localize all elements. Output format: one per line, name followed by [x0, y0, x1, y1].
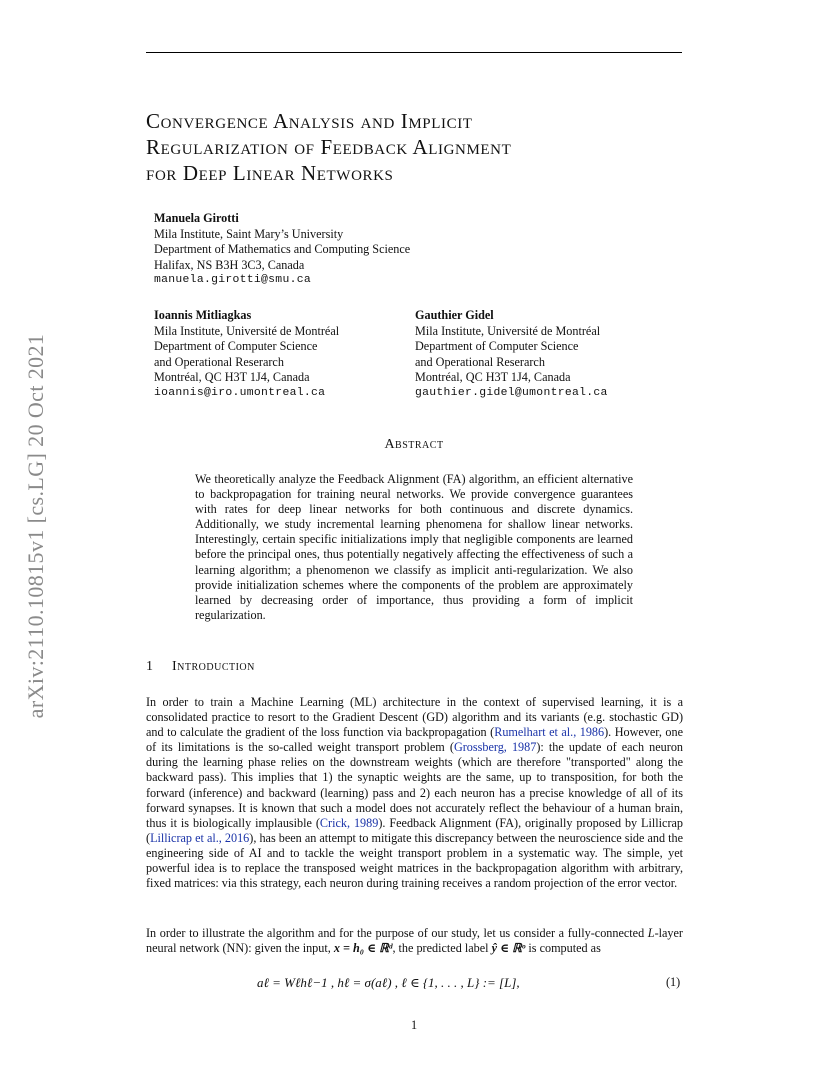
author-block-2	[154, 308, 339, 401]
citation-link[interactable]: Crick, 1989	[319, 815, 379, 830]
author-email[interactable]: manuela.girotti@smu.ca	[154, 274, 311, 286]
text-run: -layer neural network (NN): given the input,	[146, 926, 683, 956]
section-heading-introduction	[146, 659, 255, 675]
author-affiliation: Mila Institute, Saint Mary’s University	[154, 226, 344, 241]
text-run: is computed as	[525, 941, 601, 956]
text-run: ): the update of each neuron during the learning phase relies on the downstream weights (which are therefore "transported" along the backward pass). This implies that 1) the synaptic weights are the same, up to transposition, for both the forward (inference) and backward (learning) pass and 2) each neuron has a precise knowledge of all of its forward synapses. It is known that such a model does not accurately reflect the behaviour of a human brain, thus it is biologically implausible (	[146, 740, 684, 830]
section-number: 1	[146, 659, 154, 674]
citation-link[interactable]: Lillicrap et al., 2016	[150, 830, 250, 845]
math-inline: x = h₀ ∈ ℝᵈ	[333, 941, 393, 956]
text-run: ). Feedback Alignment (FA), originally proposed by Lillicrap (	[146, 815, 684, 845]
citation-link[interactable]: Rumelhart et al., 1986	[494, 725, 605, 740]
text-run: In order to train a Machine Learning (ML) architecture in the context of supervised learning, it is a consolidated practice to resort to the Gradient Descent (GD) algorithm and its variants (e.g. stochastic GD) and to calculate the gradient of the loss function via backpropagation (	[146, 695, 683, 740]
text-run: In order to illustrate the algorithm and for the purpose of our study, let us consider a fully-connected	[146, 926, 648, 940]
intro-paragraph-2	[146, 926, 683, 956]
author-affiliation: Montréal, QC H3T 1J4, Canada	[415, 370, 571, 384]
author-block-3	[415, 308, 608, 401]
author-affiliation: Department of Computer Science	[415, 339, 579, 353]
title-line-1: Convergence Analysis and Implicit	[146, 109, 473, 133]
page-number: 1	[410, 1018, 418, 1032]
equation-1	[257, 975, 520, 991]
equation-number: (1)	[666, 975, 681, 989]
author-affiliation: Department of Computer Science	[154, 339, 318, 353]
abstract-text: We theoretically analyze the Feedback Alignment (FA) algorithm, an efficient alternative to backpropagation for training neural networks. We provide convergence guarantees with rates for deep linear networks for both continuous and discrete dynamics. Additionally, we study incremental learning phenomena for shallow linear networks. Interestingly, certain specific initializations imply that negligible components are learned before the principal ones, thus potentially negatively affecting the effectiveness of such a learning algorithm; a phenomenon we classify as implicit anti-regularization. We also provide initialization schemes where the components of the problem are approximately learned by decreasing order of importance, thus providing a form of implicit regularization.	[195, 472, 633, 622]
top-rule	[146, 52, 682, 53]
author-name: Ioannis Mitliagkas	[154, 308, 252, 322]
author-affiliation: and Operational Reserarch	[154, 354, 284, 369]
author-affiliation: Mila Institute, Université de Montréal	[415, 323, 601, 338]
text-run: ), has been an attempt to mitigate this discrepancy between the neuroscience side and the engineering side of AI and to tackle the weight transport problem in a systematic way. The simple, yet powerful idea is to replace the transposed weight matrices in the backpropagation algorithm with arbitrary, fixed matrices: via this strategy, each neuron during training receives a random projection of the error vector.	[146, 830, 684, 891]
author-affiliation: and Operational Reserarch	[415, 354, 545, 369]
text-run: , the predicted label	[392, 941, 492, 956]
abstract-heading: Abstract	[384, 437, 444, 452]
title-line-3: for Deep Linear Networks	[146, 161, 394, 185]
section-title: Introduction	[172, 659, 255, 674]
paper-title	[146, 108, 706, 186]
title-line-2: Regularization of Feedback Alignment	[146, 135, 512, 159]
author-email[interactable]: gauthier.gidel@umontreal.ca	[415, 386, 608, 399]
math-inline: L	[647, 926, 655, 940]
intro-paragraph-1	[146, 695, 683, 891]
author-affiliation: Montréal, QC H3T 1J4, Canada	[154, 370, 310, 384]
equation-body: aℓ = Wℓhℓ−1 , hℓ = σ(aℓ) , ℓ ∈ {1, . . . , L} := [L],	[257, 975, 520, 990]
author-affiliation: Department of Mathematics and Computing Science	[154, 242, 411, 256]
author-affiliation: Mila Institute, Université de Montréal	[154, 323, 340, 338]
citation-link[interactable]: Grossberg, 1987	[453, 740, 537, 755]
author-block-1	[154, 211, 410, 289]
author-email[interactable]: ioannis@iro.umontreal.ca	[154, 386, 326, 399]
author-name: Manuela Girotti	[154, 211, 239, 225]
text-run: ). However, one of its limitations is the so-called weight transport problem (	[146, 725, 683, 755]
author-affiliation: Halifax, NS B3H 3C3, Canada	[154, 257, 305, 272]
author-name: Gauthier Gidel	[415, 308, 494, 322]
math-inline: ŷ ∈ ℝᵒ	[491, 941, 526, 956]
